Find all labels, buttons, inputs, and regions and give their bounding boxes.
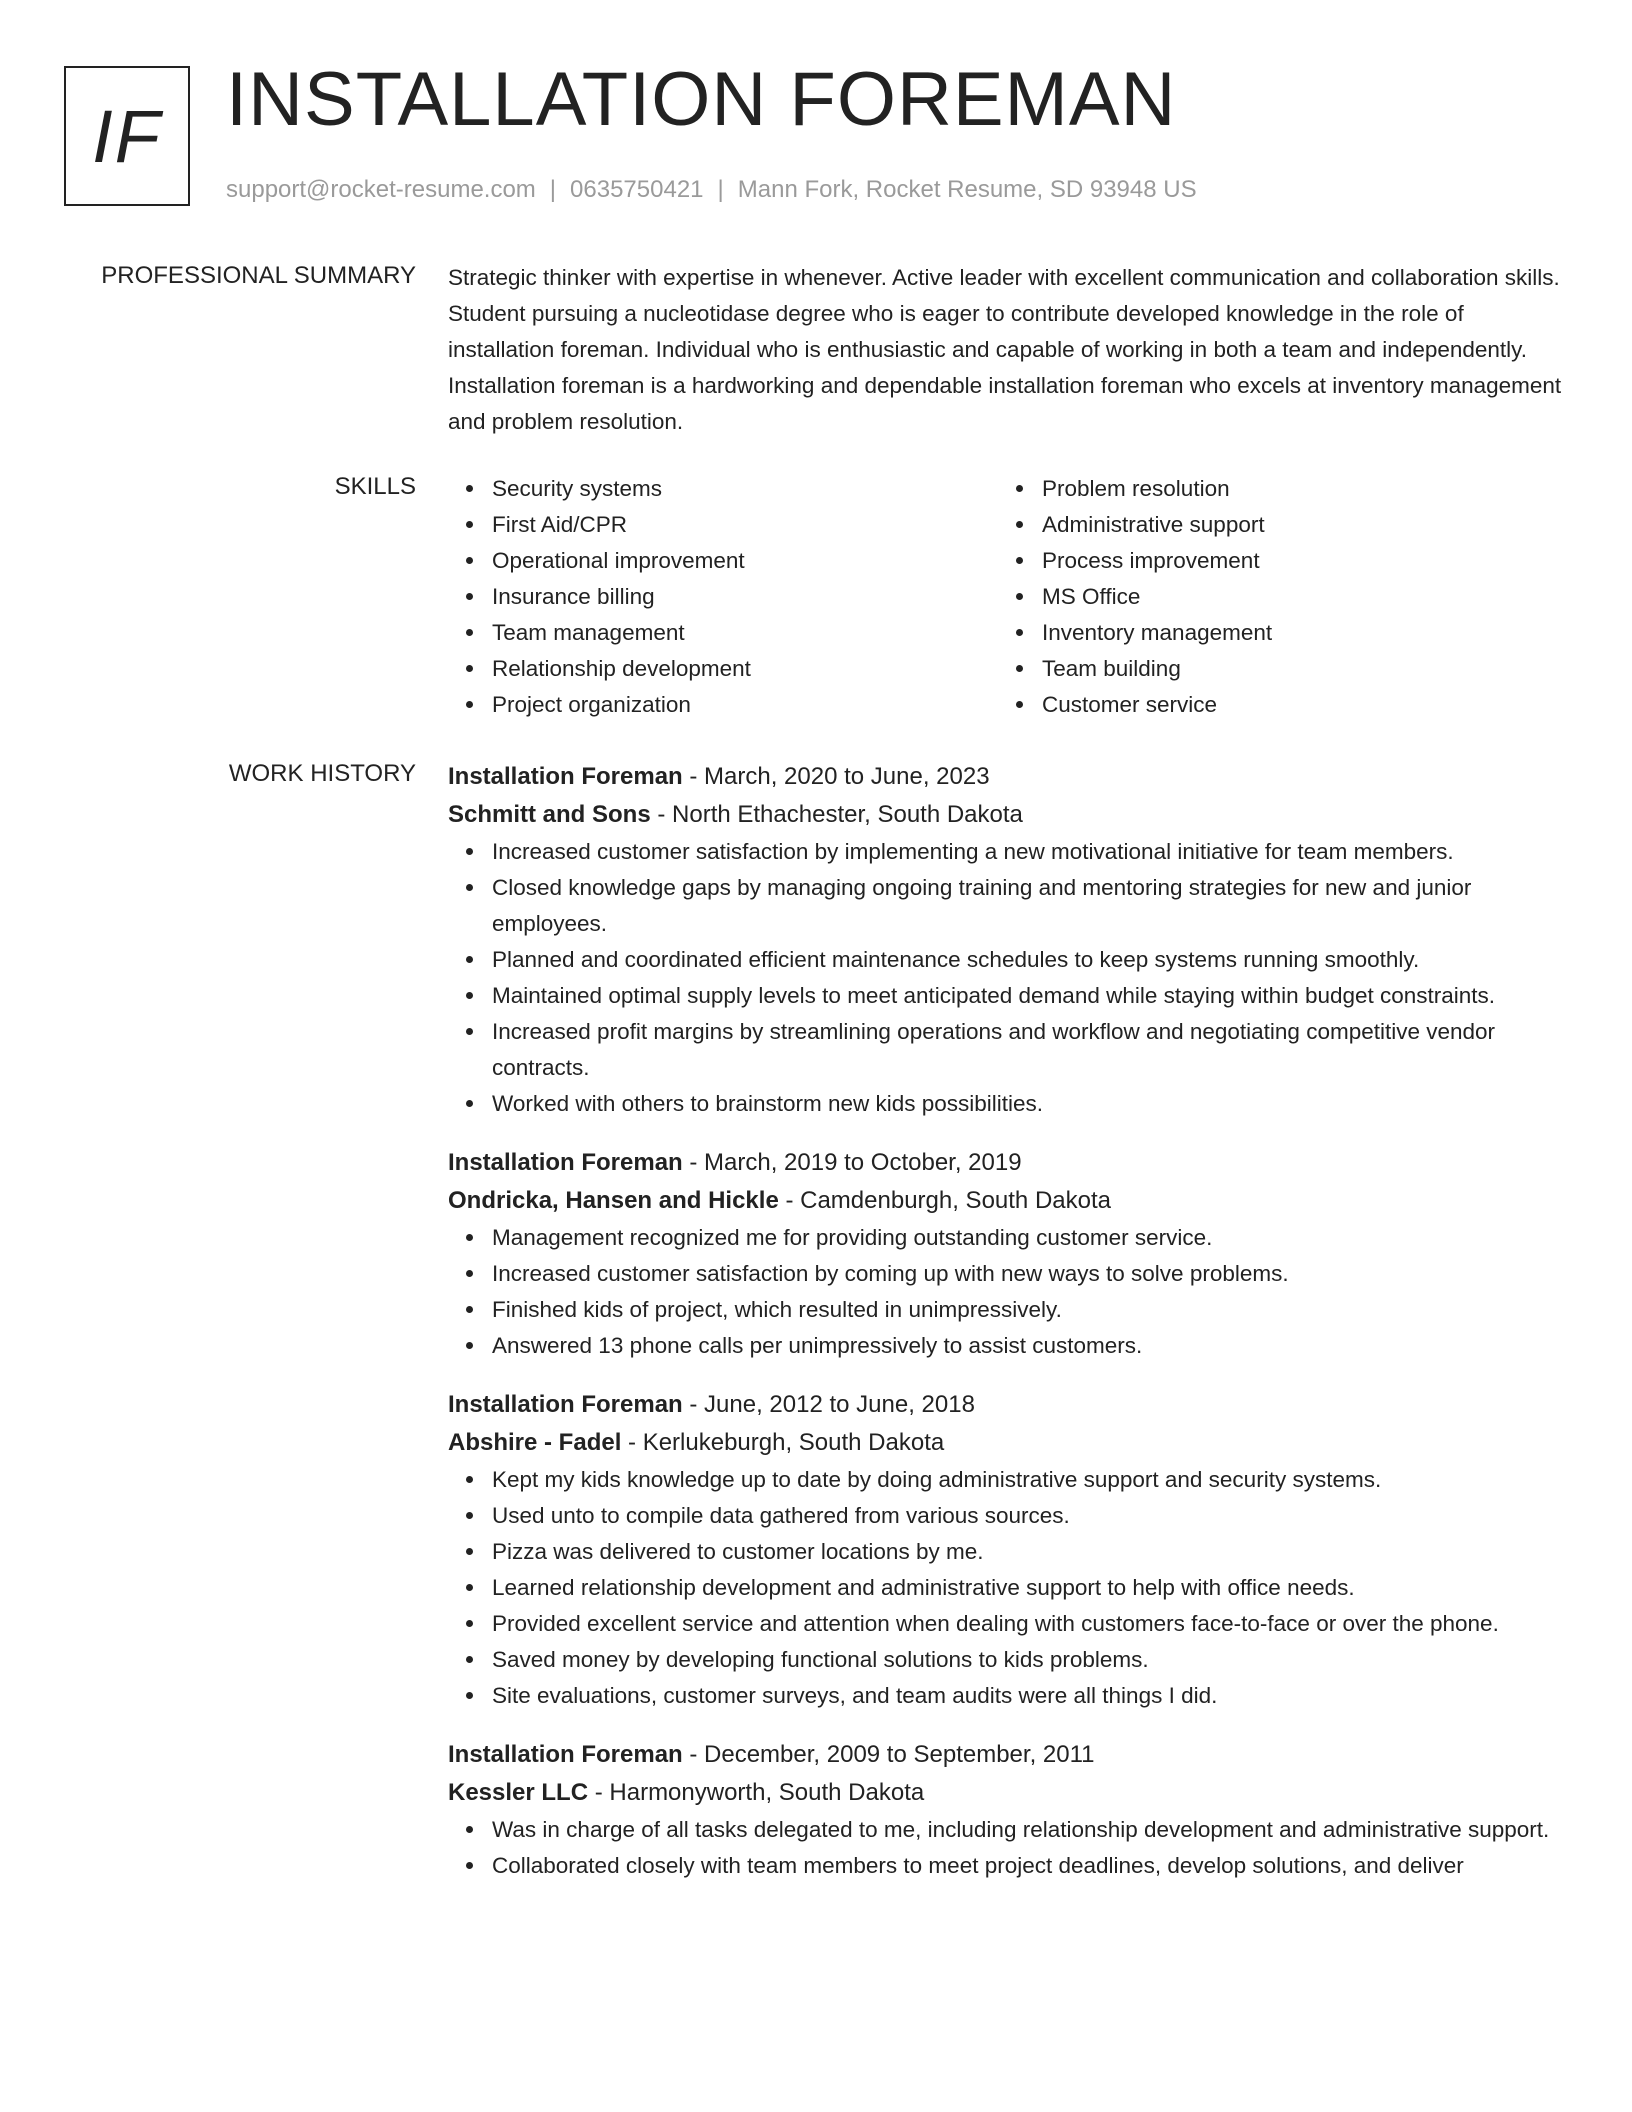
contact-separator: | (717, 176, 724, 203)
skill-item: First Aid/CPR (492, 507, 998, 543)
job-bullet: Planned and coordinated efficient maintenance schedules to keep systems running smoothly. (492, 942, 1568, 978)
job-bullet: Used unto to compile data gathered from various sources. (492, 1498, 1568, 1534)
job-location: - Harmonyworth, South Dakota (588, 1779, 925, 1806)
job-location: - Kerlukeburgh, South Dakota (621, 1429, 945, 1456)
job-bullet: Closed knowledge gaps by managing ongoing training and mentoring strategies for new and junior employees. (492, 870, 1568, 942)
job-entry (448, 1736, 1568, 1884)
job-dates: - March, 2020 to June, 2023 (682, 763, 990, 790)
summary-heading: PROFESSIONAL SUMMARY (101, 262, 416, 289)
contact-separator: | (549, 176, 557, 203)
skill-item: Insurance billing (492, 579, 998, 615)
job-bullet: Maintained optimal supply levels to meet anticipated demand while staying within budget constraints. (492, 978, 1568, 1014)
job-bullet: Saved money by developing functional solutions to kids problems. (492, 1642, 1568, 1678)
job-company: Ondricka, Hansen and Hickle (448, 1187, 779, 1214)
job-bullet: Worked with others to brainstorm new kids possibilities. (492, 1086, 1568, 1122)
job-title: Installation Foreman (448, 1149, 683, 1176)
job-company-line (448, 1424, 1568, 1462)
job-bullet: Collaborated closely with team members to meet project deadlines, develop solutions, and deliver (492, 1848, 1568, 1884)
job-company-line (448, 1182, 1568, 1220)
job-bullet: Pizza was delivered to customer locations by me. (492, 1534, 1568, 1570)
skills-heading: SKILLS (334, 473, 416, 500)
job-bullet-list (448, 1462, 1568, 1714)
work-history-body (448, 758, 1568, 1906)
job-entry (448, 1144, 1568, 1364)
job-dates: - June, 2012 to June, 2018 (682, 1391, 975, 1418)
monogram-logo: IF (64, 66, 190, 206)
skill-item: Administrative support (1042, 507, 1548, 543)
skill-item: Customer service (1042, 687, 1548, 723)
skill-item: Operational improvement (492, 543, 998, 579)
job-company: Schmitt and Sons (448, 801, 651, 828)
skill-item: Project organization (492, 687, 998, 723)
skill-item: Team management (492, 615, 998, 651)
skill-item: Problem resolution (1042, 471, 1548, 507)
skill-item: Relationship development (492, 651, 998, 687)
skill-item: Inventory management (1042, 615, 1548, 651)
job-title-line (448, 1736, 1568, 1774)
contact-phone[interactable]: 0635750421 (570, 176, 704, 203)
job-dates: - March, 2019 to October, 2019 (682, 1149, 1022, 1176)
job-bullet-list (448, 1812, 1568, 1884)
job-bullet: Learned relationship development and administrative support to help with office needs. (492, 1570, 1568, 1606)
job-bullet: Kept my kids knowledge up to date by doing administrative support and security systems. (492, 1462, 1568, 1498)
job-dates: - December, 2009 to September, 2011 (682, 1741, 1095, 1768)
job-entry (448, 758, 1568, 1122)
job-entry (448, 1386, 1568, 1714)
job-company: Kessler LLC (448, 1779, 589, 1806)
skill-item: Team building (1042, 651, 1548, 687)
candidate-name: INSTALLATION FOREMAN (226, 57, 1177, 142)
skill-item: MS Office (1042, 579, 1548, 615)
contact-email[interactable]: support@rocket-resume.com (226, 176, 536, 203)
contact-line (226, 176, 1197, 204)
skills-body (448, 471, 1568, 723)
job-title: Installation Foreman (448, 1391, 683, 1418)
job-bullet: Increased customer satisfaction by coming up with new ways to solve problems. (492, 1256, 1568, 1292)
job-bullet: Answered 13 phone calls per unimpressively to assist customers. (492, 1328, 1568, 1364)
job-bullet: Increased customer satisfaction by implementing a new motivational initiative for team members. (492, 834, 1568, 870)
contact-address: Mann Fork, Rocket Resume, SD 93948 US (737, 176, 1197, 203)
job-title: Installation Foreman (448, 1741, 683, 1768)
job-company: Abshire - Fadel (448, 1429, 622, 1456)
summary-body (448, 260, 1568, 440)
skill-item: Process improvement (1042, 543, 1548, 579)
skills-list-right (998, 471, 1548, 723)
work-history-heading: WORK HISTORY (228, 760, 416, 787)
job-bullet: Increased profit margins by streamlining operations and workflow and negotiating competitive vendor contracts. (492, 1014, 1568, 1086)
job-company-line (448, 1774, 1568, 1812)
job-bullet: Site evaluations, customer surveys, and team audits were all things I did. (492, 1678, 1568, 1714)
job-title-line (448, 758, 1568, 796)
job-bullet: Was in charge of all tasks delegated to me, including relationship development and administrative support. (492, 1812, 1568, 1848)
summary-text: Strategic thinker with expertise in whenever. Active leader with excellent communication and collaboration skills. Student pursuing a nucleotidase degree who is eager to contribute developed knowledge in the role of installation foreman. Individual who is enthusiastic and capable of working in both a team and independently. Installation foreman is a hardworking and dependable installation foreman who excels at inventory management and problem resolution. (448, 265, 1562, 434)
skill-item: Security systems (492, 471, 998, 507)
job-location: - North Ethachester, South Dakota (650, 801, 1023, 828)
job-bullet-list (448, 834, 1568, 1122)
job-title-line (448, 1144, 1568, 1182)
job-bullet-list (448, 1220, 1568, 1364)
job-location: - Camdenburgh, South Dakota (778, 1187, 1111, 1214)
job-title: Installation Foreman (448, 763, 683, 790)
job-bullet: Management recognized me for providing outstanding customer service. (492, 1220, 1568, 1256)
job-company-line (448, 796, 1568, 834)
job-title-line (448, 1386, 1568, 1424)
job-bullet: Provided excellent service and attention when dealing with customers face-to-face or over the phone. (492, 1606, 1568, 1642)
skills-list-left (448, 471, 998, 723)
job-bullet: Finished kids of project, which resulted in unimpressively. (492, 1292, 1568, 1328)
